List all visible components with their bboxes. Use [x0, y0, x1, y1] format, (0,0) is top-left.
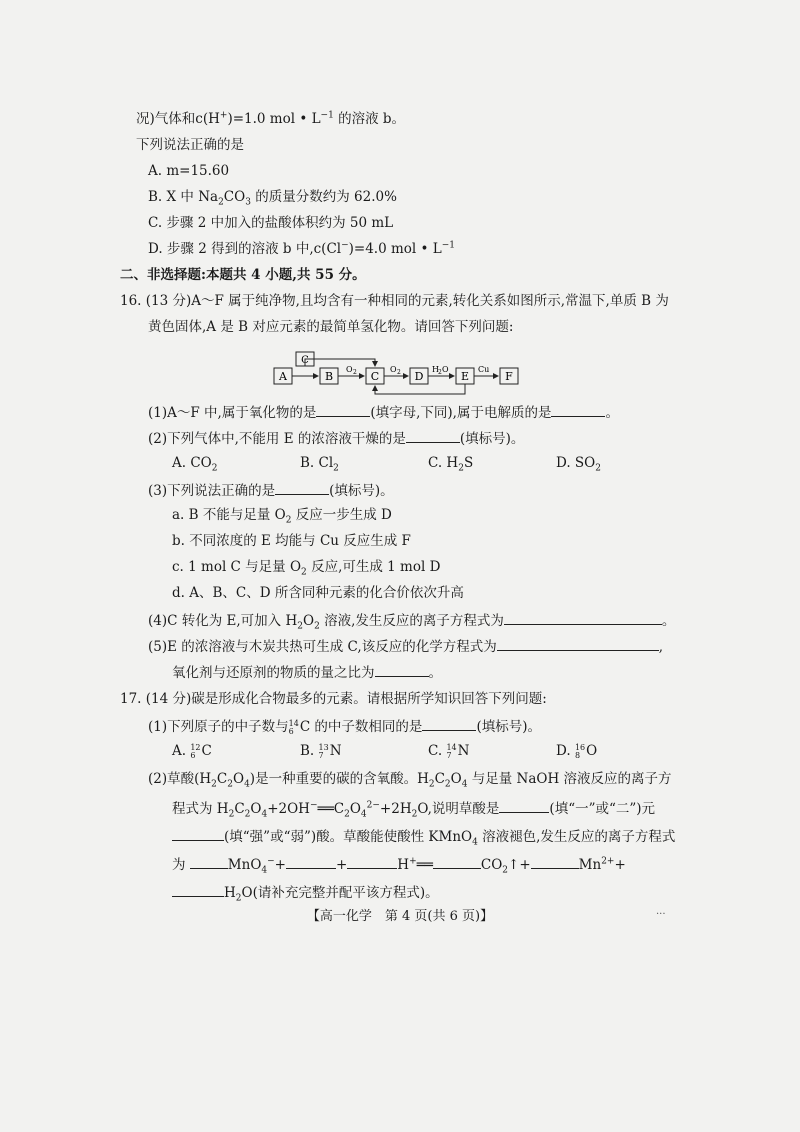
q15-option-d: D. 步骤 2 得到的溶液 b 中,c(Cl−)=4.0 mol • $L^{-1}$	[148, 240, 456, 257]
answer-blank[interactable]	[172, 826, 224, 841]
q16-text: (填标号)。	[459, 431, 525, 447]
q15-option-a: A. m=15.60	[148, 163, 230, 179]
node-a: A	[279, 370, 287, 383]
node-b: B	[324, 370, 334, 383]
arrow-label-o2: O	[346, 365, 353, 374]
q16-text: 反应,可生成 1 mol D	[306, 559, 441, 575]
q16-part2	[148, 428, 524, 448]
q15-option-c: C. 步骤 2 中加入的盐酸体积约为 50 mL	[148, 215, 394, 231]
q16-part1	[148, 402, 619, 422]
q17-part2-line4: 为 MnO$_4$−+ + H+══ $CO_2↑+ Mn^{2+}+$	[172, 854, 626, 874]
q16-p2-option-c: C. $H_2S$	[428, 455, 474, 474]
q16-text: a. B 不能与足量 O	[172, 507, 286, 523]
answer-blank[interactable]	[433, 854, 481, 869]
q16-intro-1: 16. (13 分)A～F 属于纯净物,且均含有一种相同的元素,转化关系如图所示,常温下,单质 B 为	[120, 293, 669, 309]
q17-part2-line3: (填“强”或“弱”)酸。草酸能使酸性 KMnO$_4$ 溶液褪色,发生反应的离子方程式	[172, 826, 675, 846]
answer-blank[interactable]	[497, 636, 659, 651]
q15-text: 的质量分数约为 62.0%	[250, 189, 397, 205]
conversion-diagram	[272, 348, 532, 400]
q16-text: (5)E 的浓溶液与木炭共热可生成 C,该反应的化学方程式为	[148, 639, 497, 655]
answer-blank[interactable]	[347, 854, 397, 869]
q16-text: (填字母,下同),属于电解质的是	[370, 405, 552, 421]
q16-text: 。	[428, 665, 442, 681]
answer-blank[interactable]	[172, 882, 224, 897]
q16-text: c. 1 mol C 与足量 O	[172, 559, 302, 575]
node-e: E	[460, 370, 470, 383]
q16-text: S	[463, 455, 474, 471]
q16-text: (2)下列气体中,不能用 E 的浓溶液干燥的是	[148, 431, 406, 447]
q16-text: (3)下列说法正确的是	[148, 483, 276, 499]
q17-p1-option-b: B. 13 7 N	[300, 742, 342, 760]
q16-text: 。	[661, 613, 676, 629]
node-c: C	[370, 370, 380, 383]
q16-part4: (4)C 转化为 E,可加入 $H_2O_2$ 溶液,发生反应的离子方程式为 。	[148, 610, 675, 630]
arrow-label-cu: Cu	[478, 365, 490, 374]
answer-blank[interactable]	[504, 610, 662, 625]
answer-blank[interactable]	[531, 854, 579, 869]
q16-p2-option-a: A. $CO_2$	[172, 455, 218, 474]
answer-blank[interactable]	[551, 402, 605, 417]
q16-text: D. SO	[556, 455, 596, 471]
q17-part1	[148, 716, 541, 736]
q16-text: 。	[605, 405, 619, 421]
q17-text: C 的中子数相同的是	[299, 719, 423, 735]
q16-text: 反应一步生成 D	[291, 507, 392, 523]
q16-p2-option-b: B. $Cl_2$	[300, 455, 339, 474]
q17-p1-option-a: A. 12 6 C	[172, 742, 212, 760]
svg-text:2: 2	[397, 369, 401, 376]
node-f: F	[505, 370, 513, 383]
q16-part5	[148, 636, 663, 656]
q15-text: 的溶液 b。	[333, 111, 406, 127]
section-heading: 二、非选择题:本题共 4 小题,共 55 分。	[120, 267, 366, 283]
q15-text: B. X 中 Na	[148, 189, 219, 205]
q16-p3-b: b. 不同浓度的 E 均能与 Cu 反应生成 F	[172, 533, 411, 549]
q16-text: A. CO	[172, 455, 212, 471]
answer-blank[interactable]	[406, 428, 460, 443]
q15-text: D. 步骤 2 得到的溶液 b 中,c(Cl	[148, 241, 342, 257]
q17-p1-option-d: D. 16 8 O	[556, 742, 598, 760]
svg-text:2: 2	[353, 369, 357, 376]
svg-text:2: 2	[438, 369, 442, 376]
q17-text: (1)下列原子的中子数与	[148, 719, 289, 735]
svg-text:O: O	[442, 365, 449, 374]
footer-dots: ...	[656, 906, 666, 917]
q16-text: 溶液,发生反应的离子方程式为	[319, 613, 504, 629]
q16-p2-option-d: D. $SO_2$	[556, 455, 601, 474]
q16-part5-ratio	[172, 662, 442, 682]
q15-stem: 下列说法正确的是	[136, 137, 244, 153]
answer-blank[interactable]	[275, 480, 329, 495]
q15-text: )=1.0 mol • L	[227, 111, 321, 127]
answer-blank[interactable]	[422, 716, 476, 731]
answer-blank[interactable]	[286, 854, 336, 869]
q15-text: c(H	[195, 111, 220, 127]
answer-blank[interactable]	[316, 402, 370, 417]
node-d: D	[414, 370, 424, 383]
q16-part3	[148, 480, 394, 500]
q16-text: (1)A～F 中,属于氧化物的是	[148, 405, 317, 421]
q17-text: (填标号)。	[476, 719, 541, 735]
q15-line1: 况)气体和c(H+)=1.0 mol • $L^{-1}$ 的溶液 b。	[136, 110, 406, 127]
answer-blank[interactable]	[375, 662, 429, 677]
q17-intro: 17. (14 分)碳是形成化合物最多的元素。请根据所学知识回答下列问题:	[120, 691, 547, 707]
q16-text: C. H	[428, 455, 459, 471]
q15-option-b: B. X 中 $Na_2CO_3$ 的质量分数约为 62.0%	[148, 189, 397, 208]
q16-p3-d: d. A、B、C、D 所含同种元素的化合价依次升高	[172, 585, 464, 601]
q16-p3-a: a. B 不能与足量 $O_2$ 反应一步生成 D	[172, 507, 392, 526]
q15-text: )=4.0 mol • L	[348, 241, 442, 257]
q16-text: ,	[658, 639, 663, 655]
q16-text: B. Cl	[300, 455, 334, 471]
q16-text: (填标号)。	[329, 483, 394, 499]
q15-text: 况)气体和	[136, 111, 196, 127]
node-top-c: C	[301, 355, 309, 366]
q16-text: O	[302, 613, 315, 629]
q15-text: CO	[223, 189, 246, 205]
q16-text: 氧化剂与还原剂的物质的量之比为	[172, 665, 375, 681]
q16-intro-2: 黄色固体,A 是 B 对应元素的最简单氢化物。请回答下列问题:	[148, 319, 514, 335]
nuclide-ref: 14 6	[288, 718, 299, 736]
q17-part2-line1: (2)草酸$(H_2C_2O_4)$是一种重要的碳的含氧酸。$H_2C_2O_4$ 与足量 NaOH 溶液反应的离子方	[148, 771, 672, 790]
q17-p1-option-c: C. 14 7 N	[428, 742, 470, 760]
answer-blank[interactable]	[190, 854, 228, 869]
q17-part2-line2: 程式为 $H_2C_2O_4+2OH^-══C_2O_4^{2-}+2H_2O$,说明草酸是 (填“一”或“二”)元	[172, 798, 655, 818]
arrow-label-h2o: H	[432, 365, 439, 374]
q17-part2-line5: $H_2O$(请补充完整并配平该方程式)。	[172, 882, 439, 902]
answer-blank[interactable]	[499, 798, 549, 813]
page-footer: 【高一化学 第 4 页(共 6 页)】	[306, 909, 494, 924]
q16-p3-c: c. 1 mol C 与足量 $O_2$ 反应,可生成 1 mol D	[172, 559, 441, 578]
arrow-label-o2: O	[390, 365, 397, 374]
q16-text: (4)C 转化为 E,可加入 H	[148, 613, 298, 629]
